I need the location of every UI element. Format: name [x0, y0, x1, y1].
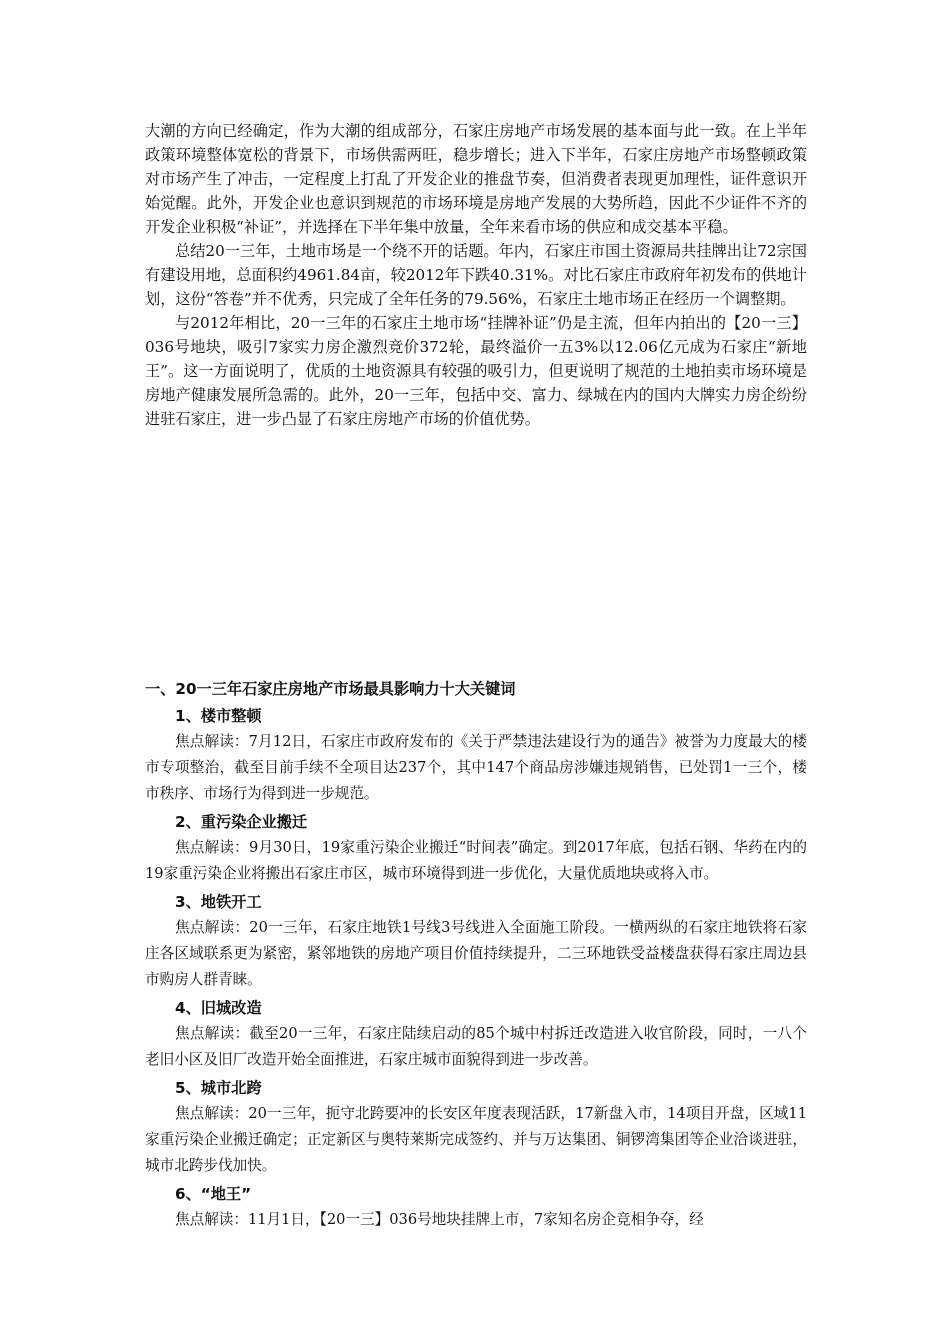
intro-text-block: [145, 119, 807, 431]
keyword-body: 焦点解读：20一三年，石家庄地铁1号线3号线进入全面施工阶段。一横两纵的石家庄地铁将石家庄各区域联系更为紧密，紧邻地铁的房地产项目价值持续提升，二三环地铁受益楼盘获得石家庄周边县市购房人群青睐。: [145, 919, 807, 988]
keyword-body: 焦点解读：截至20一三年，石家庄陆续启动的85个城中村拆迁改造进入收官阶段，同时，一八个老旧小区及旧厂改造开始全面推进，石家庄城市面貌得到进一步改善。: [145, 1025, 807, 1068]
keyword-title: 5、城市北跨: [175, 1079, 262, 1097]
keyword-body: 焦点解读：20一三年，扼守北跨要冲的长安区年度表现活跃，17新盘入市，14项目开盘，区域11家重污染企业搬迁确定；正定新区与奥特莱斯完成签约、并与万达集团、铜锣湾集团等企业洽谈进驻，城市北跨步伐加快。: [145, 1105, 807, 1174]
keyword-title: 6、“地王”: [175, 1185, 252, 1203]
keywords-section: [145, 677, 807, 1235]
keyword-title: 2、重污染企业搬迁: [175, 813, 308, 831]
keyword-title: 1、楼市整顿: [175, 707, 262, 725]
keyword-body: 焦点解读：11月1日，【20一三】036号地块挂牌上市，7家知名房企竞相争夺，经: [175, 1211, 704, 1228]
section-heading: 一、20一三年石家庄房地产市场最具影响力十大关键词: [145, 680, 516, 698]
keyword-title: 4、旧城改造: [175, 999, 262, 1017]
intro-paragraph: 大潮的方向已经确定，作为大潮的组成部分，石家庄房地产市场发展的基本面与此一致。在上半年政策环境整体宽松的背景下，市场供需两旺，稳步增长；进入下半年，石家庄房地产市场整顿政策对市场产生了冲击，一定程度上打乱了开发企业的推盘节奏，但消费者表现更加理性，证件意识开始觉醒。此外，开发企业也意识到规范的市场环境是房地产发展的大势所趋，因此不少证件不齐的开发企业积极“补证”，并选择在下半年集中放量，全年来看市场的供应和成交基本平稳。: [145, 122, 807, 236]
keyword-body: 焦点解读：7月12日，石家庄市政府发布的《关于严禁违法建设行为的通告》被誉为力度最大的楼市专项整治，截至目前手续不全项目达237个，其中147个商品房涉嫌违规销售，已处罚1一三个，楼市秩序、市场行为得到进一步规范。: [145, 733, 807, 802]
keyword-title: 3、地铁开工: [175, 893, 262, 911]
keyword-body: 焦点解读：9月30日，19家重污染企业搬迁“时间表”确定。到2017年底，包括石钢、华药在内的19家重污染企业将搬出石家庄市区，城市环境得到进一步优化，大量优质地块或将入市。: [145, 839, 807, 882]
intro-paragraph: 与2012年相比，20一三年的石家庄土地市场“挂牌补证”仍是主流，但年内拍出的【20一三】036号地块，吸引7家实力房企激烈竞价372轮，最终溢价一五3%以12.06亿元成为石家庄“新地王”。这一方面说明了，优质的土地资源具有较强的吸引力，但更说明了规范的土地拍卖市场环境是房地产健康发展所急需的。此外，20一三年，包括中交、富力、绿城在内的国内大牌实力房企纷纷进驻石家庄，进一步凸显了石家庄房地产市场的价值优势。: [145, 314, 807, 428]
intro-paragraph: 总结20一三年，土地市场是一个绕不开的话题。年内，石家庄市国土资源局共挂牌出让72宗国有建设用地，总面积约4961.84亩，较2012年下跌40.31%。对比石家庄市政府年初发布的供地计划，这份“答卷”并不优秀，只完成了全年任务的79.56%，石家庄土地市场正在经历一个调整期。: [145, 242, 807, 308]
